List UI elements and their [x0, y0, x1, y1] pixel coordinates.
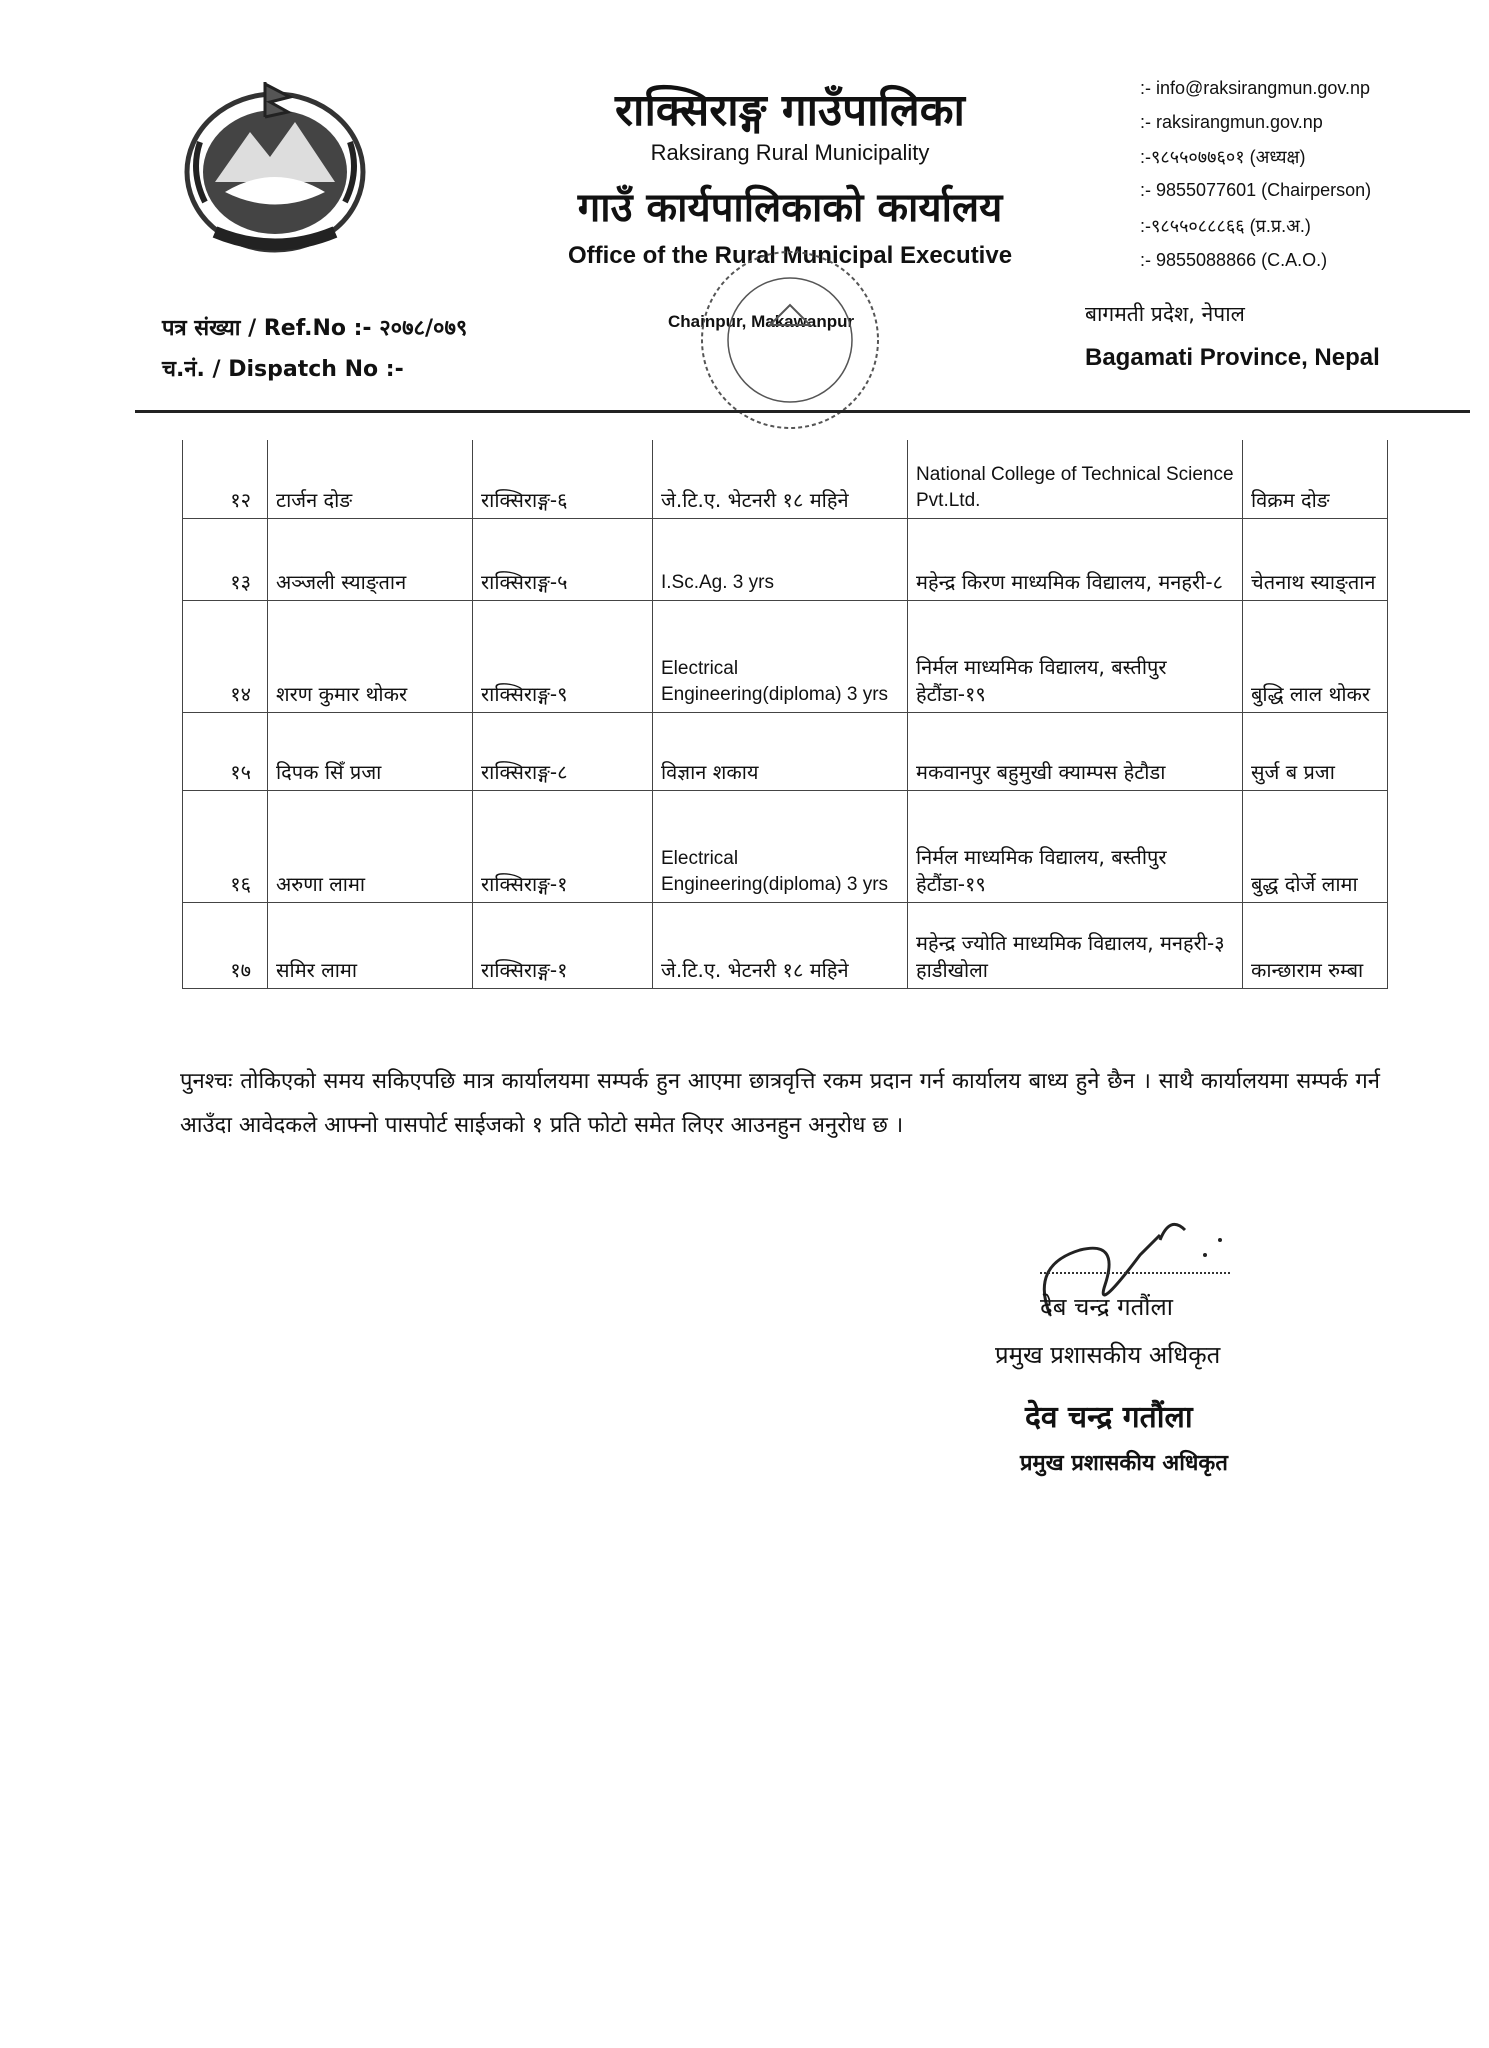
table-row — [183, 902, 1388, 988]
row-course: जे.टि.ए. भेटनरी १८ महिने — [653, 440, 908, 518]
row-address: राक्सिराङ्ग-९ — [473, 600, 653, 712]
reference-number: पत्र संख्या / Ref.No :- २०७८/०७९ — [162, 316, 468, 341]
row-serial: १७ — [183, 902, 268, 988]
row-serial: १४ — [183, 600, 268, 712]
row-serial: १५ — [183, 712, 268, 790]
row-course: विज्ञान शकाय — [653, 712, 908, 790]
row-serial: १२ — [183, 440, 268, 518]
contact-chair-en: :- 9855077601 (Chairperson) — [1140, 180, 1372, 200]
postscript-note: पुनश्चः तोकिएको समय सकिएपछि मात्र कार्यालयमा सम्पर्क हुन आएमा छात्रवृत्ति रकम प्रदान गर्न कार्यालय बाध्य हुने छैन । साथै कार्यालयमा सम्पर्क गर्न आउँदा आवेदकले आफ्नो पासपोर्ट साईजको १ प्रति फोटो समेत लिएर आउनहुन अनुरोध छ । — [180, 1069, 1380, 1138]
signatory-name: देब चन्द्र गतौंला — [1040, 1293, 1174, 1321]
row-address: राक्सिराङ्ग-१ — [473, 902, 653, 988]
signatory-title: प्रमुख प्रशासकीय अधिकृत — [995, 1341, 1221, 1369]
table-row — [183, 790, 1388, 902]
contact-chair-ne: :-९८५५०७७६०१ (अध्यक्ष) — [1140, 147, 1306, 167]
row-address: राक्सिराङ्ग-१ — [473, 790, 653, 902]
row-guardian: कान्छाराम रुम्बा — [1243, 902, 1388, 988]
table-row — [183, 440, 1388, 518]
row-college: महेन्द्र किरण माध्यमिक विद्यालय, मनहरी-८ — [908, 518, 1243, 600]
row-course: जे.टि.ए. भेटनरी १८ महिने — [653, 902, 908, 988]
office-title-ne: गाउँ कार्यपालिकाको कार्यालय — [577, 185, 1003, 231]
header-divider — [135, 410, 1470, 413]
row-serial: १६ — [183, 790, 268, 902]
dispatch-number: च.नं. / Dispatch No :- — [162, 357, 404, 382]
row-name: टार्जन दोङ — [268, 440, 473, 518]
row-guardian: विक्रम दोङ — [1243, 440, 1388, 518]
address-en: Bagamati Province, Nepal — [1085, 344, 1380, 371]
contact-cao-en: :- 9855088866 (C.A.O.) — [1140, 250, 1328, 270]
row-address: राक्सिराङ्ग-८ — [473, 712, 653, 790]
row-name: दिपक सिँ प्रजा — [268, 712, 473, 790]
address-ne: बागमती प्रदेश, नेपाल — [1085, 302, 1245, 326]
row-name: अञ्जली स्याङ्तान — [268, 518, 473, 600]
row-college: मकवानपुर बहुमुखी क्याम्पस हेटौडा — [908, 712, 1243, 790]
row-course: I.Sc.Ag. 3 yrs — [653, 518, 908, 600]
signature-line — [1040, 1272, 1230, 1274]
table-row — [183, 712, 1388, 790]
row-college: National College of Technical Science Pvt.Ltd. — [908, 440, 1243, 518]
table-row — [183, 518, 1388, 600]
row-guardian: चेतनाथ स्याङ्तान — [1243, 518, 1388, 600]
row-guardian: सुर्ज ब प्रजा — [1243, 712, 1388, 790]
row-college: महेन्द्र ज्योति माध्यमिक विद्यालय, मनहरी-३ हाडीखोला — [908, 902, 1243, 988]
row-address: राक्सिराङ्ग-५ — [473, 518, 653, 600]
row-college: निर्मल माध्यमिक विद्यालय, बस्तीपुर हेटौंडा-१९ — [908, 790, 1243, 902]
row-guardian: बुद्धि लाल थोकर — [1243, 600, 1388, 712]
contact-email: :- info@raksirangmun.gov.np — [1140, 78, 1371, 98]
row-college: निर्मल माध्यमिक विद्यालय, बस्तीपुर हेटौंडा-१९ — [908, 600, 1243, 712]
row-guardian: बुद्ध दोर्जे लामा — [1243, 790, 1388, 902]
office-title-en: Office of the Rural Municipal Executive — [567, 242, 1013, 269]
table-row — [183, 600, 1388, 712]
stamp-title: प्रमुख प्रशासकीय अधिकृत — [1020, 1451, 1228, 1476]
stamp-name: देव चन्द्र गतौंला — [1025, 1400, 1193, 1435]
nepal-emblem-icon — [170, 62, 380, 257]
row-name: समिर लामा — [268, 902, 473, 988]
row-name: अरुणा लामा — [268, 790, 473, 902]
scholarship-table — [182, 440, 1388, 989]
row-address: राक्सिराङ्ग-६ — [473, 440, 653, 518]
contact-website: :- raksirangmun.gov.np — [1140, 112, 1323, 132]
office-location: Chainpur, Makawanpur — [668, 312, 855, 331]
row-course: Electrical Engineering(diploma) 3 yrs — [653, 790, 908, 902]
row-name: शरण कुमार थोकर — [268, 600, 473, 712]
contact-cao-ne: :-९८५५०८८८६६ (प्र.प्र.अ.) — [1140, 216, 1311, 236]
row-serial: १३ — [183, 518, 268, 600]
municipality-title-en: Raksirang Rural Municipality — [650, 140, 930, 165]
municipality-title-ne: राक्सिराङ्ग गाउँपालिका — [615, 85, 965, 136]
row-course: Electrical Engineering(diploma) 3 yrs — [653, 600, 908, 712]
